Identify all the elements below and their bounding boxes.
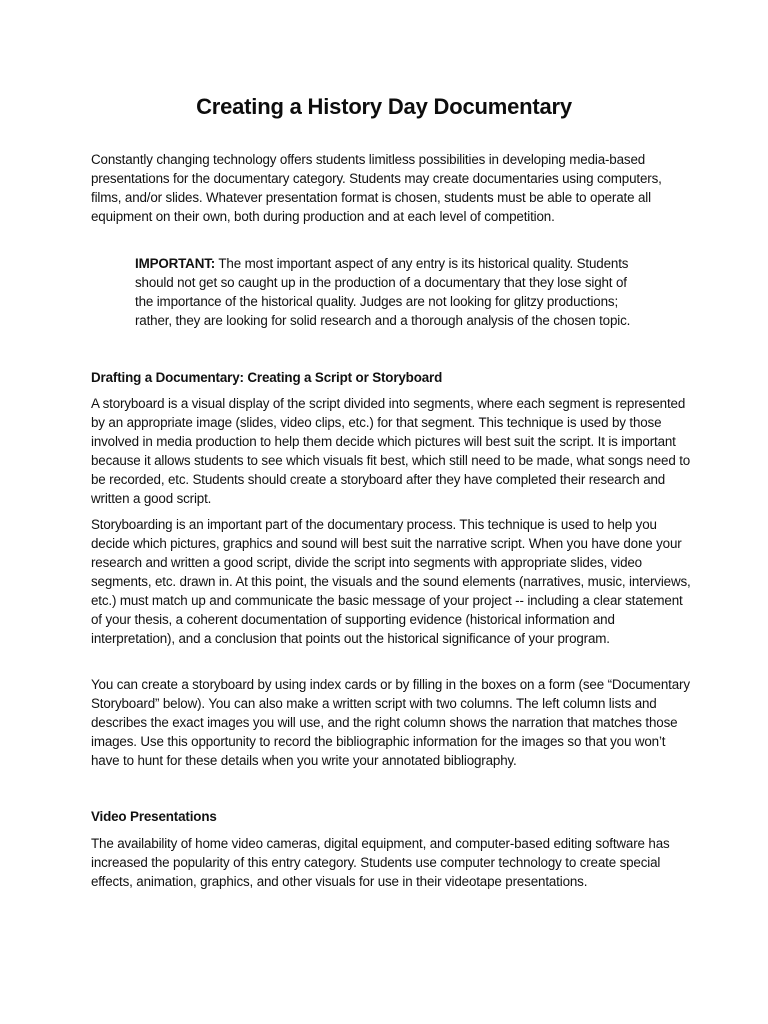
- storyboard-paragraph-2: Storyboarding is an important part of the documentary process. This technique is used to help you decide which pictures, graphics and sound will best suit the narrative script. When you have done your research and written a good script, divide the script into segments with appropriate slides, video segments, etc. drawn in. At this point, the visuals and the sound elements (narratives, music, interviews, etc.) must match up and communicate the basic message of your project -- including a clear statement of your thesis, a coherent documentation of supporting evidence (historical information and interpretation), and a conclusion that points out the historical significance of your program.: [91, 517, 691, 646]
- document-title: Creating a History Day Documentary: [196, 94, 572, 119]
- important-note: [135, 254, 635, 330]
- important-text: The most important aspect of any entry is its historical quality. Students should not get so caught up in the production of a documentary that they lose sight of the importance of the historical quality. Judges are not looking for glitzy productions; rather, they are looking for solid research and a thorough analysis of the chosen topic.: [135, 256, 631, 328]
- section-heading-storyboard: Drafting a Documentary: Creating a Script or Storyboard: [91, 370, 443, 385]
- storyboard-paragraph-1: A storyboard is a visual display of the script divided into segments, where each segment is represented by an appropriate image (slides, video clips, etc.) for that segment. This technique is used by those involved in media production to help them decide which pictures will best suit the script. It is important because it allows students to see which visuals fit best, which still need to be made, what songs need to be recorded, etc. Students should create a storyboard after they have completed their research and written a good script.: [91, 396, 691, 506]
- section-heading-video: Video Presentations: [91, 809, 217, 824]
- intro-paragraph: Constantly changing technology offers students limitless possibilities in developing media-based presentations for the documentary category. Students may create documentaries using computers, films, and/or slides. Whatever presentation format is chosen, students must be able to operate all equipment on their own, both during production and at each level of competition.: [91, 152, 662, 224]
- video-paragraph-1: The availability of home video cameras, digital equipment, and computer-based editing software has increased the popularity of this entry category. Students use computer technology to create special effects, animation, graphics, and other visuals for use in their videotape presentations.: [91, 836, 670, 889]
- storyboard-paragraph-3: You can create a storyboard by using index cards or by filling in the boxes on a form (see “Documentary Storyboard” below). You can also make a written script with two columns. The left column lists and describes the exact images you will use, and the right column shows the narration that matches those images. Use this opportunity to record the bibliographic information for the images so that you won’t have to hunt for these details when you write your annotated bibliography.: [91, 677, 690, 768]
- important-label: IMPORTANT:: [135, 256, 216, 271]
